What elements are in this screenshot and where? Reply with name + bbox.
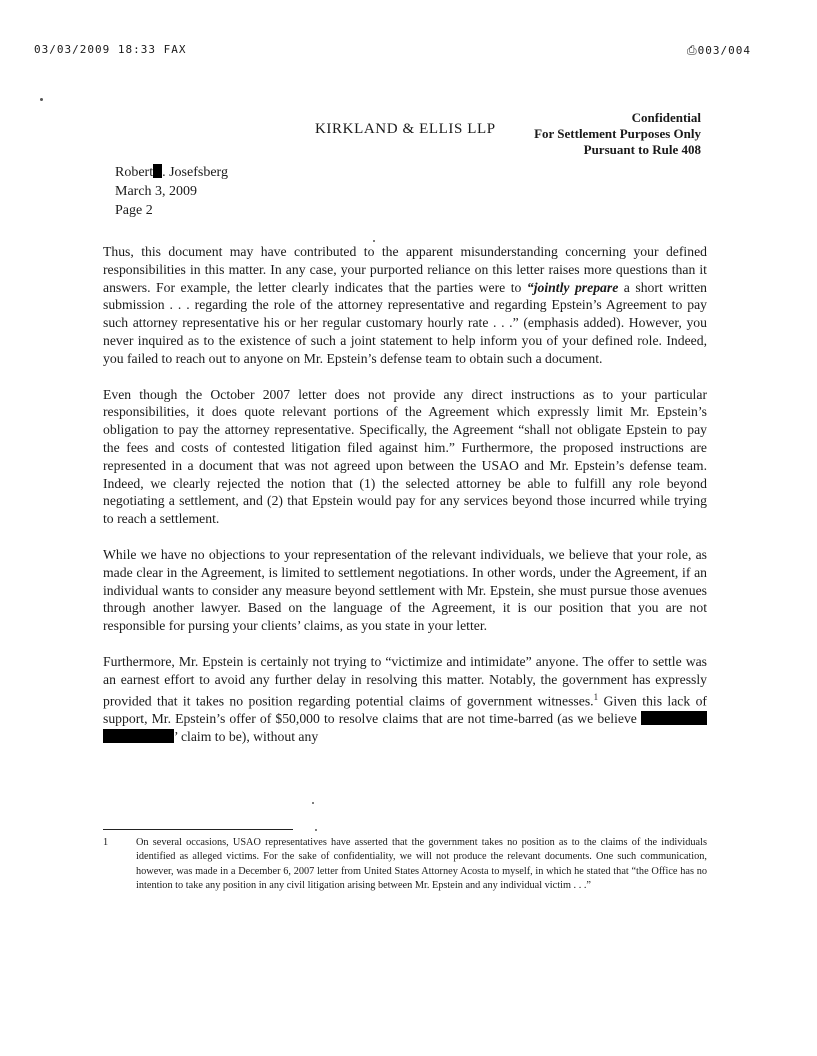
footnote-reference: 1 — [593, 691, 599, 702]
fax-page-counter — [687, 43, 751, 58]
footnote — [103, 836, 707, 894]
scan-speck — [373, 240, 375, 242]
redaction-box — [153, 164, 162, 178]
letter-body — [103, 243, 707, 763]
address-block — [115, 163, 228, 220]
paragraph-2: Even though the October 2007 letter does not provide any direct instructions as to your particular responsibilities, it does quote relevant portions of the Agreement which expressly limit Mr. Epstein’s obligation to pay the attorney representative. Specifically, the Agreement “shall not obligate Epstein to pay the fees and costs of contested litigation filed against him.” Furthermore, the proposed instructions are represented in a document that was not agreed upon between the USAO and Mr. Epstein’s defense team. Indeed, we clearly rejected the notion that (1) the selected attorney be able to fulfill any role beyond negotiating a settlement, and (2) that Epstein would pay for any services beyond those incurred while trying to reach a settlement. — [103, 386, 707, 527]
scan-speck — [312, 802, 314, 804]
letter-date: March 3, 2009 — [115, 184, 198, 199]
confidentiality-notice — [534, 110, 701, 158]
firm-name: KIRKLAND & ELLIS LLP — [315, 121, 496, 137]
settlement-label: For Settlement Purposes Only — [534, 126, 701, 141]
scan-speck — [315, 829, 317, 831]
fax-icon: ⎙ — [687, 43, 698, 57]
recipient-name — [115, 163, 228, 182]
footnote-text: On several occasions, USAO representatives have asserted that the government takes no position as to the claims of the individuals identified as alleged victims. For the sake of confidentiality, we will not produce the relevant documents. One such communication, however, was made in a December 6, 2007 letter from United States Attorney Acosta to myself, in which he stated that “the Office has no intention to take any position in any civil litigation arising between Mr. Epstein and any individual victim . . .” — [136, 837, 707, 892]
fax-header-timestamp: 03/03/2009 18:33 FAX — [34, 43, 187, 56]
redaction-box — [103, 729, 174, 743]
paragraph-3: While we have no objections to your representation of the relevant individuals, we believe that your role, as made clear in the Agreement, is limited to settlement negotiations. In other words, under the Agreement, if an individual wants to consider any measure beyond settlement with Mr. Epstein, she must pursue those avenues through another lawyer. Based on the language of the Agreement, it is our position that you are not responsible for pursing your clients’ claims, as you state in your letter. — [103, 546, 707, 634]
paragraph-1 — [103, 243, 707, 368]
paragraph-1-text: Thus, this document may have contributed to the apparent misunderstanding concerning your defined responsibilities in this matter. In any case, your purported reliance on this letter raises more questions than it answers. For example, the letter clearly indicates that the parties were to — [103, 244, 707, 295]
confidential-label: Confidential — [631, 110, 701, 125]
paragraph-4-text: Furthermore, Mr. Epstein is certainly not trying to “victimize and intimidate” anyone. The offer to settle was an earnest effort to avoid any further delay in resolving this matter. Notably, the government has expressly provided that it takes no position regarding potential claims of government witnesses. — [103, 653, 707, 709]
paragraph-1-rest: a short written submission . . . regarding the role of the attorney representative and regarding Epstein’s Agreement to pay such attorney representative his or her regular customary hourly rate . . .” (emphasis added). However, you never inquired as to the existence of such a joint statement to help inform you of your defined role. Indeed, you failed to reach out to anyone on Mr. Epstein’s defense team to obtain such a document. — [103, 279, 708, 366]
page-number: Page 2 — [115, 203, 153, 218]
paragraph-4 — [103, 653, 707, 746]
fax-page-number: 003/004 — [697, 44, 751, 57]
emphasis-jointly-prepare: “jointly prepare — [526, 279, 619, 295]
paragraph-4-cont: Given this lack of support, Mr. Epstein’s offer of $50,000 to resolve claims that are not time-barred (as we believe — [103, 693, 707, 726]
recipient-last-name: . Josefsberg — [162, 165, 228, 180]
recipient-first-name: Robert — [115, 165, 154, 180]
footnote-number: 1 — [103, 837, 109, 848]
scan-speck — [40, 98, 43, 101]
footnote-separator — [103, 829, 293, 830]
paragraph-4-end: ’ claim to be), without any — [174, 728, 319, 744]
redaction-box — [641, 711, 707, 725]
rule-label: Pursuant to Rule 408 — [583, 142, 701, 157]
